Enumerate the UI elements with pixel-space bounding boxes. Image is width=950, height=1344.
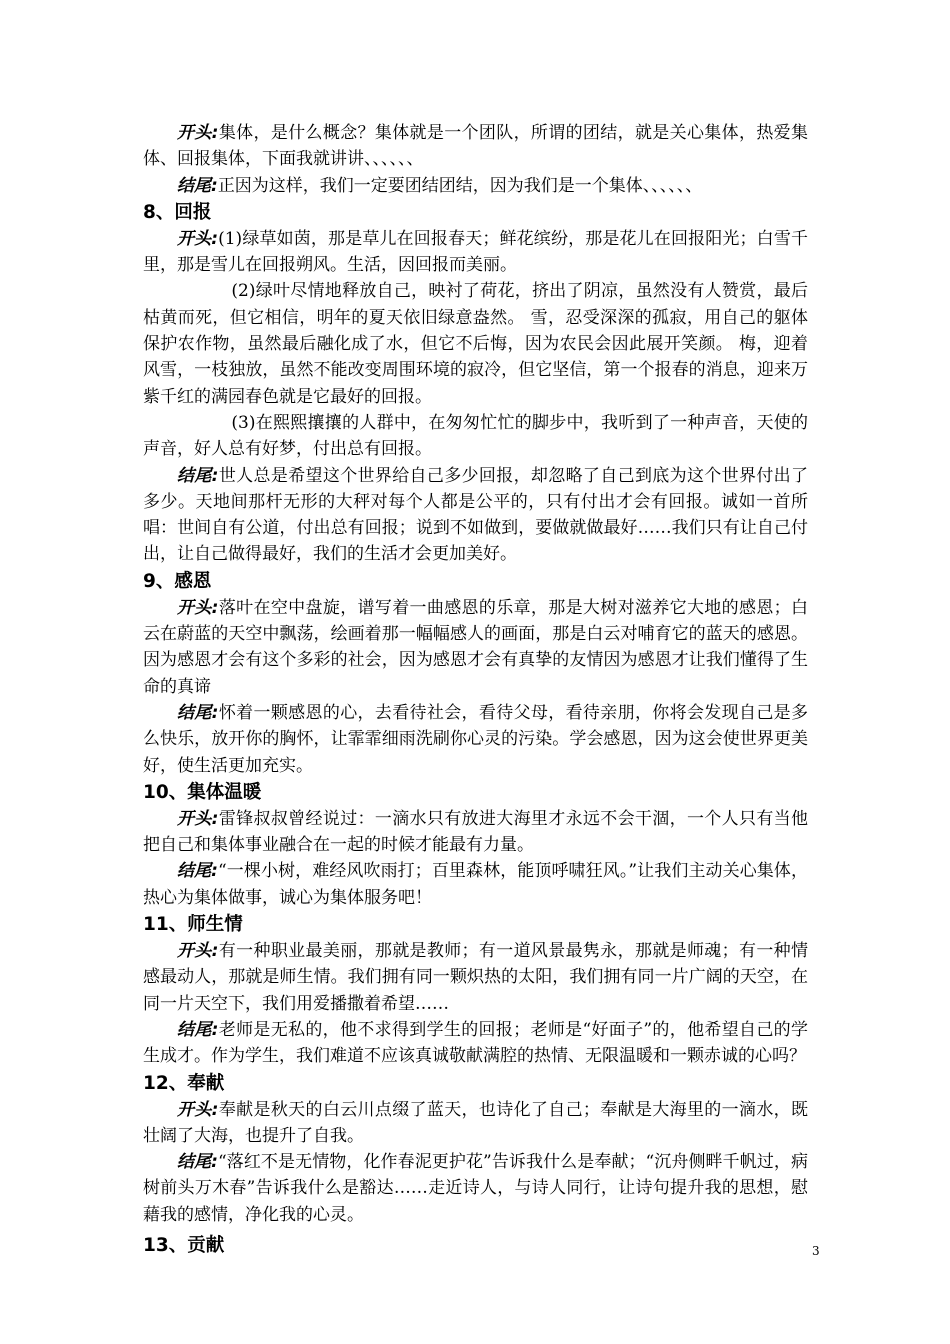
opening-label: 开头: (177, 941, 219, 962)
section-heading-repay: 8、回报 (143, 201, 212, 223)
ending-label: 结尾: (177, 702, 219, 723)
teacher-opening: 开头:有一种职业最美丽，那就是教师；有一道风景最隽永，那就是师魂；有一种情感最动人，那就是师生情。我们拥有同一颗炽热的太阳，我们拥有同一片广阔的天空，在同一片天空下，我们用爱播撒着希望…… (143, 941, 808, 1014)
warmth-opening: 开头:雷锋叔叔曾经说过：一滴水只有放进大海里才永远不会干涸，一个人只有当他把自己和集体事业融合在一起的时候才能最有力量。 (143, 808, 808, 856)
section-heading-warmth: 10、集体温暖 (143, 781, 262, 803)
opening-label: 开头: (177, 123, 219, 143)
dedication-ending: 结尾:“落红不是无情物，化作春泥更护花”告诉我什么是奉献；“沉舟侧畔千帆过，病树前头万木春”告诉我什么是豁达……走近诗人，与诗人同行，让诗句提升我的思想，慰藉我的感情，净化我的心灵。 (143, 1152, 808, 1225)
section-heading-contribution: 13、贡献 (143, 1234, 225, 1256)
section-heading-gratitude: 9、感恩 (143, 570, 212, 592)
document-body (143, 120, 808, 1259)
repay-ending: 结尾:世人总是希望这个世界给自己多少回报，却忽略了自己到底为这个世界付出了多少。天地间那杆无形的大秤对每个人都是公平的，只有付出才会有回报。诚如一首所唱：世间自有公道，付出总有回报；说到不如做到，要做就做最好……我们只有让自己付出，让自己做得最好，我们的生活才会更加美好。 (143, 465, 808, 565)
repay-opening-2: (2)绿叶尽情地释放自己，映衬了荷花，挤出了阴凉，虽然没有人赞赏，最后枯黄而死，但它相信，明年的夏天依旧绿意盎然。 雪，忍受深深的孤寂，用自己的躯体保护农作物，虽然最后融化成了水，但它不后悔，因为农民会因此展开笑颜。 梅，迎着风雪，一枝独放，虽然不能改变周围环境的寂冷，但它坚信，第一个报春的消息，迎来万紫千红的满园春色就是它最好的回报。 (143, 281, 808, 407)
gratitude-opening: 开头:落叶在空中盘旋，谱写着一曲感恩的乐章，那是大树对滋养它大地的感恩；白云在蔚蓝的天空中飘荡，绘画着那一幅幅感人的画面，那是白云对哺育它的蓝天的感恩。因为感恩才会有这个多彩的社会，因为感恩才会有真挚的友情因为感恩才让我们懂得了生命的真谛 (143, 597, 808, 697)
repay-opening-3: (3)在熙熙攘攘的人群中，在匆匆忙忙的脚步中，我听到了一种声音，天使的声音，好人总有好梦，付出总有回报。 (143, 412, 808, 460)
opening-label: 开头: (177, 1099, 219, 1120)
dedication-opening: 开头:奉献是秋天的白云川点缀了蓝天，也诗化了自己；奉献是大海里的一滴水，既壮阔了大海，也提升了自我。 (143, 1099, 808, 1146)
collective-ending: 结尾:正因为这样，我们一定要团结团结，因为我们是一个集体、、、、、、 (177, 175, 703, 196)
teacher-ending: 结尾:老师是无私的，他不求得到学生的回报；老师是“好面子”的，他希望自己的学生成才。作为学生，我们难道不应该真诚敬献满腔的热情、无限温暖和一颗赤诚的心吗？ (143, 1019, 808, 1067)
opening-label: 开头: (177, 228, 219, 249)
ending-label: 结尾: (177, 1019, 219, 1040)
section-heading-teacher: 11、师生情 (143, 914, 243, 936)
opening-label: 开头: (177, 808, 219, 829)
ending-label: 结尾: (177, 1152, 218, 1173)
repay-opening-1: 开头:(1)绿草如茵，那是草儿在回报春天；鲜花缤纷，那是花儿在回报阳光；白雪千里，那是雪儿在回报朔风。生活，因回报而美丽。 (143, 228, 808, 276)
ending-label: 结尾: (177, 465, 219, 486)
opening-label: 开头: (177, 597, 219, 618)
ending-label: 结尾: (177, 861, 218, 882)
ending-label: 结尾: (177, 175, 218, 196)
section-heading-dedication: 12、奉献 (143, 1072, 225, 1094)
gratitude-ending: 结尾:怀着一颗感恩的心，去看待社会，看待父母，看待亲朋，你将会发现自己是多么快乐，放开你的胸怀，让霏霏细雨洗刷你心灵的污染。学会感恩，因为这会使世界更美好，使生活更加充实。 (143, 702, 808, 776)
page-number: 3 (812, 1244, 820, 1258)
collective-opening: 开头:集体，是什么概念？集体就是一个团队，所谓的团结，就是关心集体，热爱集体、回报集体，下面我就讲讲、、、、、、 (143, 123, 808, 170)
warmth-ending: 结尾:“一棵小树，难经风吹雨打；百里森林，能顶呼啸狂风。”让我们主动关心集体，热心为集体做事，诚心为集体服务吧！ (143, 861, 808, 908)
